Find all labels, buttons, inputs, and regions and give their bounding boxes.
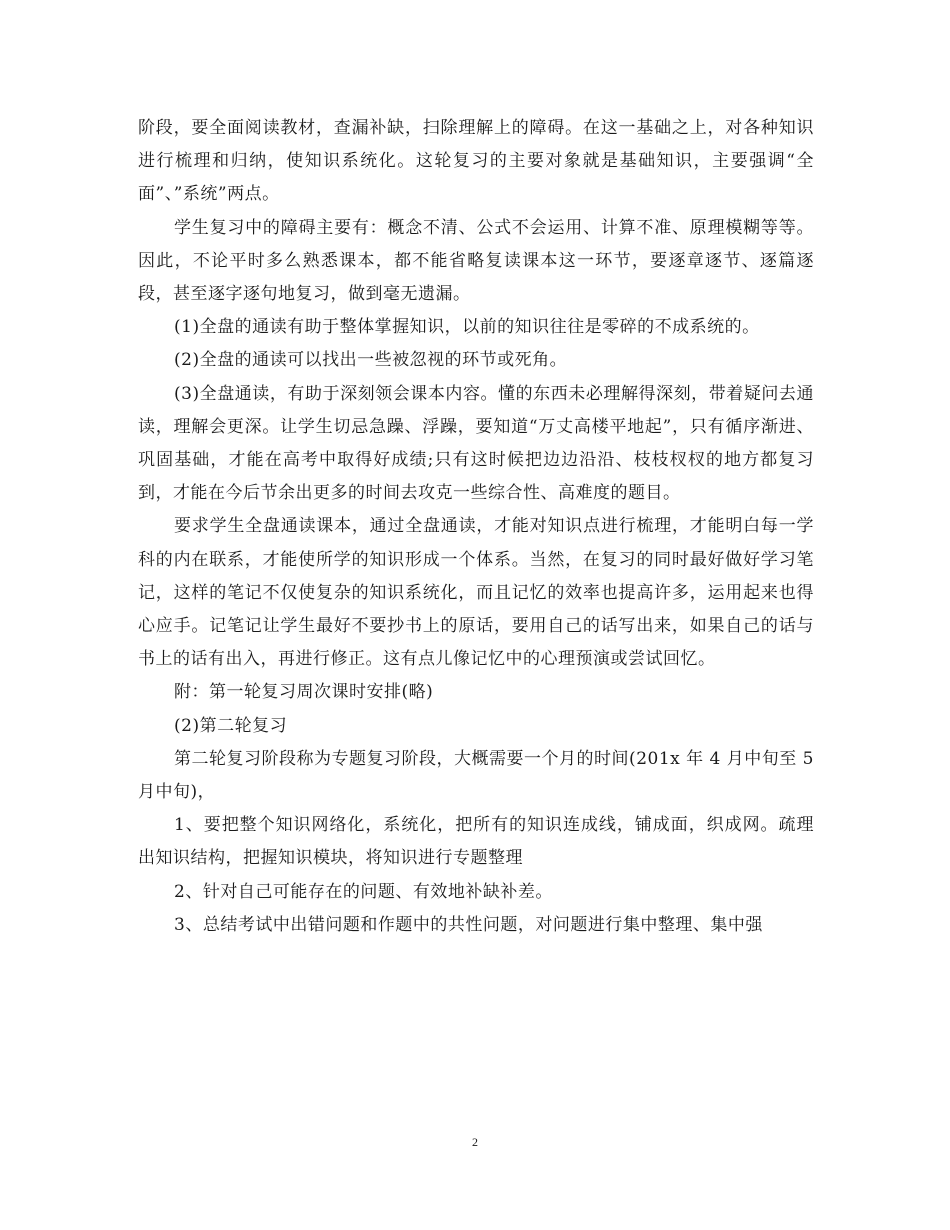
paragraph-8: (2)第二轮复习 xyxy=(174,715,288,736)
document-body xyxy=(138,112,814,942)
paragraph-10: 1、要把整个知识网络化，系统化，把所有的知识连成线，铺成面，织成网。疏理出知识结构，把握知识模块，将知识进行专题整理 xyxy=(138,815,814,869)
paragraph-4: (2)全盘的通读可以找出一些被忽视的环节或死角。 xyxy=(174,350,568,371)
paragraph-2: 学生复习中的障碍主要有：概念不清、公式不会运用、计算不准、原理模糊等等。因此，不论平时多么熟悉课本，都不能省略复读课本这一环节，要逐章逐节、逐篇逐段，甚至逐字逐句地复习，做到毫无遗漏。 xyxy=(138,217,814,305)
paragraph-5: (3)全盘通读，有助于深刻领会课本内容。懂的东西未必理解得深刻，带着疑问去通读，理解会更深。让学生切忌急躁、浮躁，要知道“万丈高楼平地起”，只有循序渐进、巩固基础，才能在高考中取得好成绩;只有这时候把边边沿沿、枝枝杈杈的地方都复习到，才能在今后节余出更多的时间去攻克一些综合性、高难度的题目。 xyxy=(138,383,814,504)
paragraph-9: 第二轮复习阶段称为专题复习阶段，大概需要一个月的时间(201x 年 4 月中旬至 5 月中旬)， xyxy=(138,748,814,803)
paragraph-11: 2、针对自己可能存在的问题、有效地补缺补差。 xyxy=(174,881,553,902)
paragraph-12: 3、总结考试中出错问题和作题中的共性问题，对问题进行集中整理、集中强 xyxy=(174,914,763,935)
paragraph-6: 要求学生全盘通读课本，通过全盘通读，才能对知识点进行梳理，才能明白每一学科的内在联系，才能使所学的知识形成一个体系。当然，在复习的同时最好做好学习笔记，这样的笔记不仅使复杂的知识系统化，而且记忆的效率也提高许多，运用起来也得心应手。记笔记让学生最好不要抄书上的原话，要用自己的话写出来，如果自己的话与书上的话有出入，再进行修正。这有点儿像记忆中的心理预演或尝试回忆。 xyxy=(138,516,814,670)
paragraph-7: 附：第一轮复习周次课时安排(略) xyxy=(174,682,434,703)
paragraph-3: (1)全盘的通读有助于整体掌握知识，以前的知识往往是零碎的不成系统的。 xyxy=(174,317,760,338)
paragraph-1: 阶段，要全面阅读教材，查漏补缺，扫除理解上的障碍。在这一基础之上，对各种知识进行梳理和归纳，使知识系统化。这轮复习的主要对象就是基础知识，主要强调“全面”、”系统”两点。 xyxy=(138,118,814,205)
page-number: 2 xyxy=(472,1135,478,1149)
